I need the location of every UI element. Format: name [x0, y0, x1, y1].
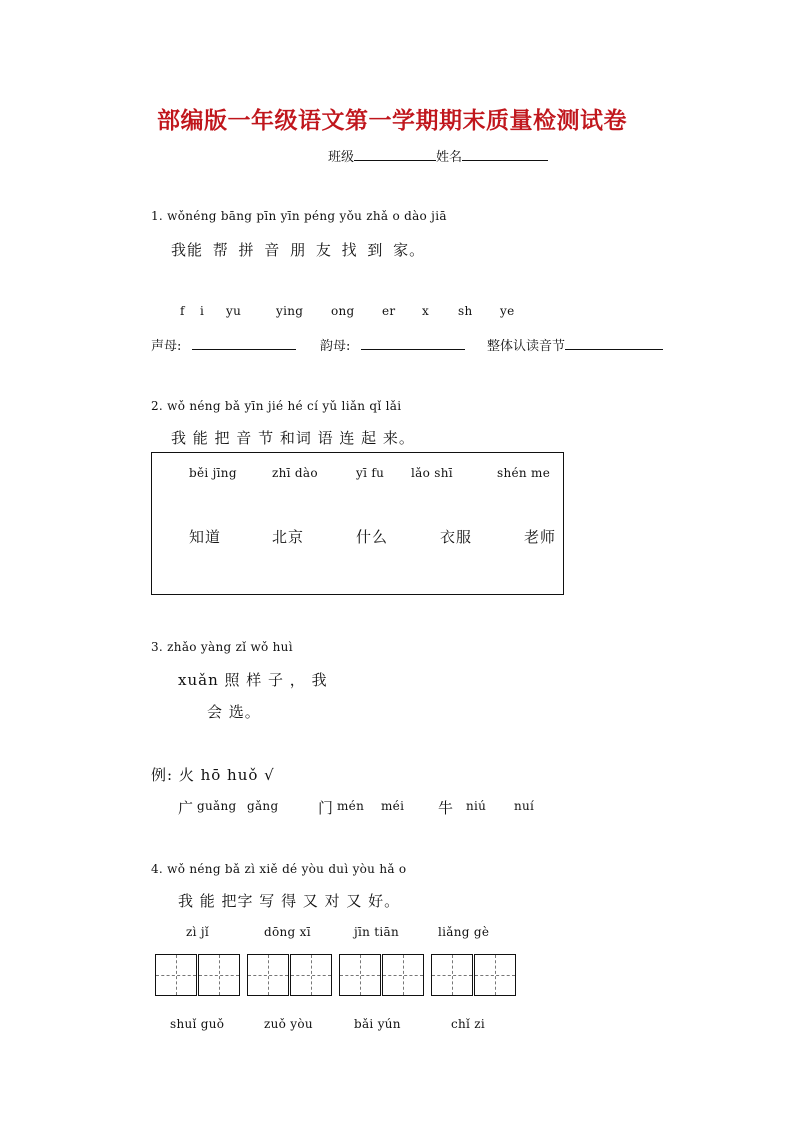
q3-item-option[interactable]: guǎng: [197, 799, 237, 813]
q3-pinyin: 3. zhǎo yàng zǐ wǒ huì: [151, 640, 293, 654]
q4-word: chǐ zi: [451, 1017, 486, 1031]
q1-option: ying: [276, 304, 304, 318]
class-label: 班级: [328, 150, 355, 165]
q2-hanzi-word[interactable]: 知道: [189, 528, 222, 546]
writing-cell[interactable]: [431, 954, 473, 996]
name-label: 姓名: [436, 150, 463, 165]
q4-word: shuǐ guǒ: [170, 1017, 225, 1031]
q2-pinyin-word[interactable]: lǎo shī: [411, 466, 453, 480]
q2-hanzi-word[interactable]: 衣服: [440, 528, 473, 546]
q3-item-char: 广: [178, 799, 195, 817]
q1-shengmu-row: [151, 335, 296, 354]
q1-option: er: [382, 304, 396, 318]
writing-cell[interactable]: [339, 954, 381, 996]
q3-item-char: 门: [318, 799, 335, 817]
q4-word: zuǒ yòu: [264, 1017, 313, 1031]
writing-cell[interactable]: [382, 954, 424, 996]
shengmu-blank[interactable]: [192, 337, 296, 350]
q4-word: jīn tiān: [354, 925, 400, 939]
q1-option: i: [200, 304, 205, 318]
q1-option: ong: [331, 304, 355, 318]
q4-hanzi: 我 能 把字 写 得 又 对 又 好。: [178, 892, 401, 910]
q3-item-option[interactable]: niú: [466, 799, 487, 813]
q3-item-char: 牛: [438, 799, 455, 817]
q3-line2: xuǎn 照 样 子 ， 我: [178, 671, 328, 689]
q2-pinyin-word[interactable]: yī fu: [356, 466, 385, 480]
q1-option: yu: [226, 304, 242, 318]
q4-word: bǎi yún: [354, 1017, 401, 1031]
q1-pinyin: 1. wǒnéng bāng pīn yīn péng yǒu zhǎ o dào jiā: [151, 209, 447, 223]
zhengti-label: 整体认读音节: [487, 339, 566, 354]
q3-item-option[interactable]: gǎng: [247, 799, 279, 813]
q1-option: sh: [458, 304, 473, 318]
zhengti-blank[interactable]: [565, 337, 663, 350]
writing-cell[interactable]: [290, 954, 332, 996]
q3-example: 例: 火 hō huǒ √: [151, 766, 275, 784]
q1-option: ye: [500, 304, 515, 318]
q1-yunmu-row: [320, 335, 465, 354]
q2-pinyin: 2. wǒ néng bǎ yīn jié hé cí yǔ liǎn qǐ lǎi: [151, 399, 402, 413]
writing-cell[interactable]: [247, 954, 289, 996]
q2-hanzi-word[interactable]: 老师: [524, 528, 557, 546]
student-info: [328, 146, 548, 165]
writing-cell[interactable]: [155, 954, 197, 996]
q2-hanzi: 我 能 把 音 节 和词 语 连 起 来。: [171, 429, 415, 447]
q2-pinyin-word[interactable]: shén me: [497, 466, 551, 480]
q2-hanzi-word[interactable]: 北京: [272, 528, 305, 546]
q3-item-option[interactable]: nuí: [514, 799, 535, 813]
q2-pinyin-word[interactable]: běi jīng: [189, 466, 237, 480]
q2-hanzi-word[interactable]: 什么: [356, 528, 389, 546]
q3-line3: 会 选。: [207, 703, 261, 721]
q1-zhengti-row: [487, 335, 663, 354]
q1-option: x: [422, 304, 430, 318]
q4-word: dōng xī: [264, 925, 311, 939]
writing-cell[interactable]: [198, 954, 240, 996]
q4-pinyin: 4. wǒ néng bǎ zì xiě dé yòu duì yòu hǎ o: [151, 862, 407, 876]
class-blank[interactable]: [354, 148, 436, 161]
yunmu-blank[interactable]: [361, 337, 465, 350]
q3-item-option[interactable]: méi: [381, 799, 405, 813]
yunmu-label: 韵母:: [320, 339, 351, 354]
name-blank[interactable]: [462, 148, 548, 161]
q1-hanzi: 我能 帮 拼 音 朋 友 找 到 家。: [171, 241, 426, 259]
page-title: 部编版一年级语文第一学期期末质量检测试卷: [157, 108, 627, 134]
q1-option: f: [180, 304, 185, 318]
q4-word: zì jǐ: [186, 925, 210, 939]
writing-cell[interactable]: [474, 954, 516, 996]
q4-word: liǎng gè: [438, 925, 490, 939]
shengmu-label: 声母:: [151, 339, 182, 354]
q2-pinyin-word[interactable]: zhī dào: [272, 466, 318, 480]
q3-item-option[interactable]: mén: [337, 799, 365, 813]
